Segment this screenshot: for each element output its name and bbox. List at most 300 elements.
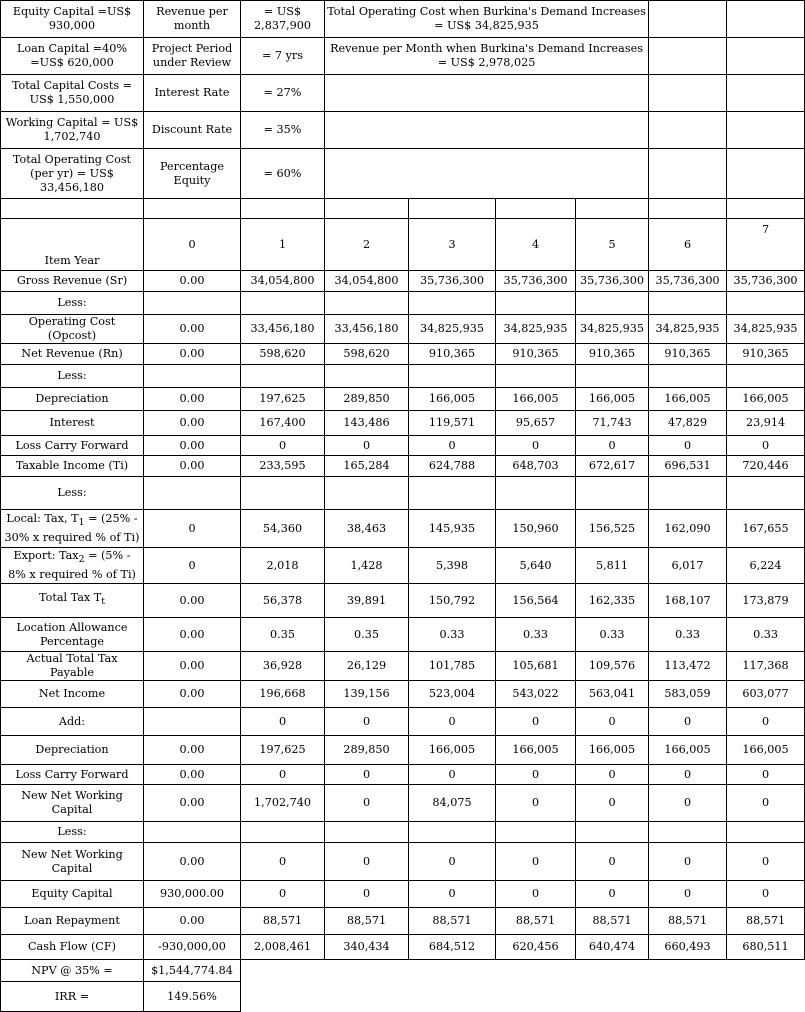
year-header-cell: 5	[576, 219, 649, 271]
row-value: 113,472	[649, 652, 727, 681]
info-cell-empty	[649, 38, 727, 75]
row-value: 166,005	[649, 736, 727, 765]
row-value: 0	[649, 765, 727, 785]
row-value: 603,077	[727, 681, 805, 708]
row-value: 0.00	[144, 652, 241, 681]
row-value	[144, 292, 241, 315]
spacer-cell	[649, 199, 727, 219]
row-value	[576, 477, 649, 510]
row-value	[496, 477, 576, 510]
row-value: 88,571	[496, 908, 576, 935]
row-value: 0	[325, 785, 409, 822]
table-row	[1, 456, 805, 477]
row-value: 1,428	[325, 548, 409, 584]
row-value: 0.00	[144, 785, 241, 822]
spacer-cell	[496, 199, 576, 219]
info-cell-param: Equity Capital =US$ 930,000	[1, 1, 144, 38]
spacer-cell	[144, 199, 241, 219]
info-row	[1, 75, 805, 112]
spacer-cell	[727, 199, 805, 219]
row-value: 162,335	[576, 584, 649, 618]
row-value: 289,850	[325, 736, 409, 765]
row-value: 0.00	[144, 843, 241, 881]
row-label: Add:	[1, 708, 144, 736]
row-label: Operating Cost (Opcost)	[1, 315, 144, 344]
table-row	[1, 548, 805, 584]
item-year-header: Item Year	[1, 219, 144, 271]
info-cell-value: = 7 yrs	[241, 38, 325, 75]
row-label: Less:	[1, 365, 144, 388]
table-row	[1, 935, 805, 960]
spacer-cell	[325, 199, 409, 219]
summary-row	[1, 982, 805, 1012]
row-value: 523,004	[409, 681, 496, 708]
row-label: Equity Capital	[1, 881, 144, 908]
row-value: 289,850	[325, 388, 409, 411]
row-value: 340,434	[325, 935, 409, 960]
row-value: 1,702,740	[241, 785, 325, 822]
row-value	[649, 477, 727, 510]
row-value: 0	[409, 765, 496, 785]
info-cell-value: = 60%	[241, 149, 325, 199]
row-value: 696,531	[649, 456, 727, 477]
info-cell-empty	[649, 1, 727, 38]
year-header-cell: 2	[325, 219, 409, 271]
row-value: 35,736,300	[576, 271, 649, 292]
info-cell-label: Discount Rate	[144, 112, 241, 149]
info-cell-value: = 35%	[241, 112, 325, 149]
info-cell-param: Total Operating Cost (per yr) = US$ 33,456,180	[1, 149, 144, 199]
row-value: 166,005	[649, 388, 727, 411]
row-value: 0	[727, 765, 805, 785]
year-header-cell: 4	[496, 219, 576, 271]
row-value: 0	[241, 708, 325, 736]
row-value: 543,022	[496, 681, 576, 708]
row-value: 0.33	[496, 618, 576, 652]
row-value	[496, 822, 576, 843]
row-value: 34,054,800	[325, 271, 409, 292]
row-value: 166,005	[727, 736, 805, 765]
row-label: Loan Repayment	[1, 908, 144, 935]
row-value: 6,224	[727, 548, 805, 584]
table-row	[1, 477, 805, 510]
row-value: 150,792	[409, 584, 496, 618]
row-label: Net Revenue (Rn)	[1, 344, 144, 365]
table-row	[1, 765, 805, 785]
row-value: 88,571	[409, 908, 496, 935]
row-value: 26,129	[325, 652, 409, 681]
row-value: 88,571	[576, 908, 649, 935]
row-value: 168,107	[649, 584, 727, 618]
table-row	[1, 681, 805, 708]
table-row	[1, 510, 805, 548]
row-value: 0.35	[241, 618, 325, 652]
row-value	[496, 292, 576, 315]
row-value: 88,571	[727, 908, 805, 935]
info-cell-label: Project Period under Review	[144, 38, 241, 75]
row-value: 620,456	[496, 935, 576, 960]
row-value: 930,000.00	[144, 881, 241, 908]
row-value: 0.33	[727, 618, 805, 652]
row-value: 0	[649, 881, 727, 908]
info-cell-note	[325, 149, 649, 199]
info-row	[1, 1, 805, 38]
row-value: 648,703	[496, 456, 576, 477]
row-label: Interest	[1, 411, 144, 436]
spacer-cell	[241, 199, 325, 219]
row-value: 0.35	[325, 618, 409, 652]
info-cell-label: Percentage Equity	[144, 149, 241, 199]
spacer-row	[1, 199, 805, 219]
row-value: 150,960	[496, 510, 576, 548]
row-value: 0	[241, 436, 325, 456]
row-value: 0	[325, 436, 409, 456]
row-value	[409, 292, 496, 315]
row-value: 35,736,300	[496, 271, 576, 292]
row-value: 910,365	[649, 344, 727, 365]
row-value: 84,075	[409, 785, 496, 822]
row-value: 0	[649, 785, 727, 822]
row-value	[727, 822, 805, 843]
row-value	[649, 822, 727, 843]
row-value: 0.00	[144, 411, 241, 436]
row-label: Less:	[1, 477, 144, 510]
row-label: Loss Carry Forward	[1, 765, 144, 785]
row-label: Depreciation	[1, 388, 144, 411]
year-header-cell: 7	[727, 219, 805, 271]
row-value: 196,668	[241, 681, 325, 708]
row-label: Loss Carry Forward	[1, 436, 144, 456]
year-header-row	[1, 219, 805, 271]
row-value: 34,825,935	[727, 315, 805, 344]
row-value: 35,736,300	[409, 271, 496, 292]
row-value: 598,620	[241, 344, 325, 365]
row-value: 0	[409, 436, 496, 456]
row-value: 0.33	[649, 618, 727, 652]
row-value	[649, 365, 727, 388]
row-value: 2,008,461	[241, 935, 325, 960]
row-value: 119,571	[409, 411, 496, 436]
row-value: 5,640	[496, 548, 576, 584]
row-value: 0	[576, 765, 649, 785]
row-label: Export: Tax$_2$ = (5% - 8% x required % of Ti)	[1, 548, 144, 584]
row-value: 88,571	[649, 908, 727, 935]
row-value: 35,736,300	[727, 271, 805, 292]
summary-label: NPV @ 35% =	[1, 960, 144, 982]
row-label: Net Income	[1, 681, 144, 708]
row-label: Cash Flow (CF)	[1, 935, 144, 960]
info-cell-empty	[727, 112, 805, 149]
info-cell-empty	[649, 112, 727, 149]
row-value	[325, 292, 409, 315]
table-row	[1, 652, 805, 681]
spacer-cell	[576, 199, 649, 219]
row-value: 0	[727, 708, 805, 736]
row-value: 0	[409, 708, 496, 736]
row-value: 0.00	[144, 344, 241, 365]
table-row	[1, 843, 805, 881]
table-row	[1, 822, 805, 843]
row-value	[325, 822, 409, 843]
row-value: 166,005	[727, 388, 805, 411]
row-value: 156,564	[496, 584, 576, 618]
row-value: 598,620	[325, 344, 409, 365]
row-value	[496, 365, 576, 388]
row-value: 47,829	[649, 411, 727, 436]
table-row	[1, 908, 805, 935]
row-value: 0	[325, 843, 409, 881]
row-value: 660,493	[649, 935, 727, 960]
info-cell-note	[325, 75, 649, 112]
row-value: 167,655	[727, 510, 805, 548]
info-cell-empty	[649, 75, 727, 112]
row-value: 0.00	[144, 736, 241, 765]
row-value: 0.33	[576, 618, 649, 652]
row-value: 166,005	[496, 736, 576, 765]
row-value: 0	[241, 843, 325, 881]
row-value: 0	[727, 881, 805, 908]
info-row	[1, 149, 805, 199]
row-value: 71,743	[576, 411, 649, 436]
info-row	[1, 38, 805, 75]
row-value: 88,571	[241, 908, 325, 935]
summary-blank	[241, 960, 805, 982]
row-value: 0	[241, 881, 325, 908]
info-cell-note: Revenue per Month when Burkina's Demand Increases = US$ 2,978,025	[325, 38, 649, 75]
row-label: Location Allowance Percentage	[1, 618, 144, 652]
row-label: Depreciation	[1, 736, 144, 765]
row-value: 38,463	[325, 510, 409, 548]
row-value: -930,000,00	[144, 935, 241, 960]
row-value: 162,090	[649, 510, 727, 548]
table-row	[1, 736, 805, 765]
row-value: 101,785	[409, 652, 496, 681]
row-value: 23,914	[727, 411, 805, 436]
table-row	[1, 365, 805, 388]
info-cell-empty	[727, 75, 805, 112]
row-value: 56,378	[241, 584, 325, 618]
table-row	[1, 344, 805, 365]
info-row	[1, 112, 805, 149]
row-value: 35,736,300	[649, 271, 727, 292]
row-value: 39,891	[325, 584, 409, 618]
row-label: Actual Total Tax Payable	[1, 652, 144, 681]
table-row	[1, 436, 805, 456]
spacer-cell	[409, 199, 496, 219]
info-cell-param: Working Capital = US$ 1,702,740	[1, 112, 144, 149]
row-value: 173,879	[727, 584, 805, 618]
row-value: 0	[576, 708, 649, 736]
row-value	[144, 822, 241, 843]
row-value: 0	[325, 881, 409, 908]
row-value: 166,005	[576, 736, 649, 765]
table-row	[1, 388, 805, 411]
row-value: 0	[649, 436, 727, 456]
row-value	[409, 477, 496, 510]
row-value	[576, 822, 649, 843]
row-value	[144, 477, 241, 510]
row-label: Taxable Income (Ti)	[1, 456, 144, 477]
row-label: Less:	[1, 292, 144, 315]
row-value: 0	[576, 843, 649, 881]
row-value: 156,525	[576, 510, 649, 548]
row-value	[144, 708, 241, 736]
row-label: Gross Revenue (Sr)	[1, 271, 144, 292]
row-value	[409, 822, 496, 843]
row-value: 145,935	[409, 510, 496, 548]
row-value: 88,571	[325, 908, 409, 935]
table-row	[1, 292, 805, 315]
row-value: 2,018	[241, 548, 325, 584]
info-cell-note: Total Operating Cost when Burkina's Demand Increases = US$ 34,825,935	[325, 1, 649, 38]
info-cell-label: Revenue per month	[144, 1, 241, 38]
row-value	[727, 365, 805, 388]
row-label: New Net Working Capital	[1, 843, 144, 881]
row-value	[241, 822, 325, 843]
year-header-cell: 3	[409, 219, 496, 271]
info-cell-label: Interest Rate	[144, 75, 241, 112]
row-value: 0.00	[144, 271, 241, 292]
row-label: Local: Tax, $T_1 = (25\% - 30\%$ x required % of Ti)	[1, 510, 144, 548]
row-value: 36,928	[241, 652, 325, 681]
info-cell-empty	[727, 149, 805, 199]
row-value	[409, 365, 496, 388]
row-label: Total Tax $T_t$	[1, 584, 144, 618]
row-value	[727, 292, 805, 315]
row-value: 0	[576, 436, 649, 456]
row-value	[576, 292, 649, 315]
table-row	[1, 411, 805, 436]
year-header-cell: 1	[241, 219, 325, 271]
row-value: 166,005	[496, 388, 576, 411]
row-value: 0.00	[144, 388, 241, 411]
row-value: 6,017	[649, 548, 727, 584]
row-value	[325, 477, 409, 510]
table-row	[1, 584, 805, 618]
row-value: 0.00	[144, 584, 241, 618]
row-value: 684,512	[409, 935, 496, 960]
row-value: 680,511	[727, 935, 805, 960]
info-cell-value: = US$ 2,837,900	[241, 1, 325, 38]
row-label: New Net Working Capital	[1, 785, 144, 822]
row-value: 143,486	[325, 411, 409, 436]
row-value: 910,365	[727, 344, 805, 365]
row-value: 34,825,935	[409, 315, 496, 344]
row-value: 0.00	[144, 681, 241, 708]
row-value: 0	[727, 785, 805, 822]
table-row	[1, 315, 805, 344]
row-value: 5,398	[409, 548, 496, 584]
row-value: 139,156	[325, 681, 409, 708]
table-row	[1, 271, 805, 292]
row-value	[649, 292, 727, 315]
row-value: 33,456,180	[241, 315, 325, 344]
info-cell-param: Total Capital Costs = US$ 1,550,000	[1, 75, 144, 112]
row-value: 0	[727, 436, 805, 456]
row-value: 167,400	[241, 411, 325, 436]
row-value: 165,284	[325, 456, 409, 477]
row-value: 0.00	[144, 908, 241, 935]
row-value: 0	[496, 765, 576, 785]
row-value: 117,368	[727, 652, 805, 681]
row-value: 720,446	[727, 456, 805, 477]
row-value: 910,365	[496, 344, 576, 365]
summary-label: IRR =	[1, 982, 144, 1012]
row-value: 0.00	[144, 436, 241, 456]
info-cell-param: Loan Capital =40% =US$ 620,000	[1, 38, 144, 75]
row-value: 0	[325, 765, 409, 785]
summary-row	[1, 960, 805, 982]
row-value: 0.00	[144, 765, 241, 785]
row-value: 166,005	[409, 388, 496, 411]
row-value	[727, 477, 805, 510]
row-value: 0	[144, 510, 241, 548]
row-value: 0	[144, 548, 241, 584]
row-value: 197,625	[241, 388, 325, 411]
table-row	[1, 785, 805, 822]
row-value: 5,811	[576, 548, 649, 584]
summary-blank	[241, 982, 805, 1012]
row-value: 0	[409, 843, 496, 881]
row-value	[576, 365, 649, 388]
row-value: 0	[576, 785, 649, 822]
info-cell-empty	[727, 1, 805, 38]
row-value: 34,825,935	[496, 315, 576, 344]
row-value: 563,041	[576, 681, 649, 708]
row-value: 583,059	[649, 681, 727, 708]
row-value: 0.00	[144, 315, 241, 344]
row-value: 33,456,180	[325, 315, 409, 344]
row-value: 166,005	[409, 736, 496, 765]
row-value	[241, 292, 325, 315]
row-value: 0	[649, 708, 727, 736]
row-value: 640,474	[576, 935, 649, 960]
row-value	[144, 365, 241, 388]
row-value: 0	[727, 843, 805, 881]
row-value: 910,365	[576, 344, 649, 365]
row-value: 34,825,935	[576, 315, 649, 344]
info-cell-empty	[727, 38, 805, 75]
table-row	[1, 618, 805, 652]
spacer-cell	[1, 199, 144, 219]
row-value: 624,788	[409, 456, 496, 477]
year-header-cell: 6	[649, 219, 727, 271]
table-row	[1, 881, 805, 908]
row-value	[241, 477, 325, 510]
row-value: 34,054,800	[241, 271, 325, 292]
row-value	[241, 365, 325, 388]
year-header-cell: 0	[144, 219, 241, 271]
row-value: 34,825,935	[649, 315, 727, 344]
row-value: 0	[325, 708, 409, 736]
info-cell-empty	[649, 149, 727, 199]
row-value: 105,681	[496, 652, 576, 681]
row-value: 0	[496, 708, 576, 736]
row-value: 197,625	[241, 736, 325, 765]
row-value: 910,365	[409, 344, 496, 365]
row-value: 0.00	[144, 618, 241, 652]
row-value: 0	[496, 436, 576, 456]
row-value: 0	[496, 785, 576, 822]
row-label: Less:	[1, 822, 144, 843]
row-value: 54,360	[241, 510, 325, 548]
row-value: 0	[576, 881, 649, 908]
table-row	[1, 708, 805, 736]
row-value: 0	[649, 843, 727, 881]
row-value: 0	[496, 843, 576, 881]
summary-value: $1,544,774.84	[144, 960, 241, 982]
row-value: 166,005	[576, 388, 649, 411]
